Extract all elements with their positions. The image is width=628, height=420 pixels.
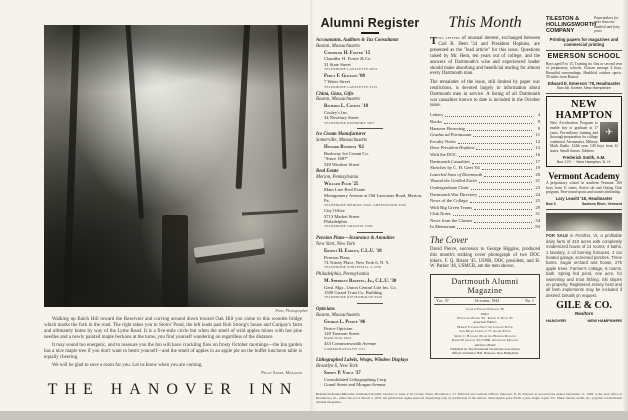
register-line: Chandler H. Foster & Co.: [324, 56, 372, 62]
toc-dot-leader: [474, 209, 532, 210]
register-line: M. Sheridan Baketel, Jr., C.L.U. '30: [324, 279, 397, 285]
for-sale-ad: [546, 210, 622, 325]
register-line: 433 Commonwealth Avenue: [324, 341, 377, 347]
toc-dot-leader: [445, 116, 532, 117]
toc-label: News from the Classes: [430, 217, 473, 223]
toc-label: News of the College: [430, 198, 468, 204]
register-location: Brooklyn 6, New York: [316, 364, 358, 370]
wooden-bridge: [194, 238, 265, 258]
alumni-register-column: [316, 16, 424, 388]
emerson-address: Box 88, Exeter, New Hampshire: [557, 86, 611, 91]
vermont-academy-title: Vermont Academy: [548, 171, 620, 182]
toc-label: With Big Green Teams: [430, 204, 473, 210]
toc-label: Dear President Hopkins: [430, 145, 475, 151]
toc-label: Dartmouth Casualties: [430, 158, 470, 164]
register-line: Peirce Optician: [324, 325, 353, 331]
register-line: TELEPHONE LAFAYETTE 0054: [324, 67, 378, 72]
register-entry: [324, 320, 424, 351]
toc-page-number: 19: [535, 165, 540, 171]
toc-label: Hanover Browsing: [430, 125, 465, 131]
register-location: Boston, Massachusetts: [316, 313, 360, 319]
photo-credit: Penn, Photographer: [275, 308, 308, 313]
register-line: Pension Plans: [324, 254, 350, 260]
masthead-line: John Moore Comstock '77, Alumni Editor: [459, 329, 511, 334]
toc-row: [430, 132, 540, 139]
register-line: TELEPHONE KENMORE 3827: [324, 120, 375, 125]
new-hampton-title: NEW HAMPTON: [555, 99, 613, 122]
tileston-name: TILESTON & HOLLINGSWORTH COMPANY: [546, 16, 597, 35]
masthead-line: Associate Editors: [473, 320, 497, 325]
toc-row: [430, 198, 540, 205]
register-line: Bushway Ice Cream Co.: [324, 150, 369, 156]
register-line: Chandler H. Foster '15: [324, 50, 371, 56]
toc-dot-leader: [459, 156, 532, 157]
register-line: Richard L. Cooley '18: [324, 104, 369, 110]
toc-page-number: 23: [535, 184, 540, 190]
register-line: Howard Bushway '02: [324, 145, 364, 151]
toc-page-number: 29: [535, 204, 540, 210]
register-location: New York, New York: [316, 242, 356, 248]
scan-edge: [622, 0, 628, 420]
register-divider: [357, 354, 383, 355]
gile-state: NEW HAMPSHIRE: [587, 317, 622, 323]
woodland-photograph: [44, 25, 308, 307]
toc-page-number: 20: [535, 171, 540, 177]
cover-heading: The Cover: [430, 235, 468, 246]
register-category: Pension Plans—Insurance & Annuities: [316, 236, 395, 242]
this-month-intro: [430, 36, 540, 77]
register-entry: [324, 74, 424, 90]
register-line: TELEPHONE RITTENHOUSE 8540: [324, 295, 383, 300]
toc-label: Undergraduate Chair: [430, 184, 469, 190]
toc-dot-leader: [457, 228, 532, 229]
toc-dot-leader: [476, 149, 532, 150]
register-line: 7 Water Street: [324, 79, 351, 85]
toc-page-number: 9: [537, 118, 540, 124]
emerson-school-ad: [546, 51, 622, 94]
tileston-subline: Printing papers for magazines and commercial printing: [549, 37, 619, 48]
register-line: Genl. Mgr., Union Central Life Ins. Co.: [324, 284, 397, 290]
toc-label: 'Round the Girdled Earth: [430, 178, 477, 184]
hanover-inn-copy: [44, 317, 302, 370]
register-location: Boston, Massachusetts: [316, 43, 360, 49]
toc-label: With the DOC: [430, 151, 457, 157]
inn-paragraph: Walking up Balch Hill toward the Reservoir and curving around down toward Oak Hill you come to this wooden bridge which marks the fork in the road. The right takes you to Storrs' Pond, the left leads past Bob Strong's house and Garipay's farm and ultimately home by way of the Lyme Road. It is a five-mile circle but when the smell of wild apples mixes with hot pine needles and a newly painted maple beckons at the turns, you find yourself wandering on regardless of the distance.: [44, 317, 302, 341]
register-divider: [357, 232, 383, 233]
new-hampton-text: New Acceleration Program to enable boy to graduate at 17 years. Pre-military training and thorough preparation for college combined. Aeronautics, Military Math, Radio. 124th year, 140 boys from 12 states. Small classes. Address:: [550, 121, 618, 154]
masthead-line: Charles Edward Widmayer '30: [466, 307, 504, 312]
toc-page-number: 4: [537, 112, 540, 118]
emerson-title: EMERSON SCHOOL: [547, 53, 621, 61]
register-category: Accountants, Auditors & Tax Consultants: [316, 38, 399, 43]
farm-photo: [546, 213, 622, 231]
airplane-icon: ✈: [600, 122, 618, 142]
register-line: 74 Trinity Place, New York 6, N. Y.: [324, 259, 390, 265]
register-entry: [324, 104, 424, 125]
toc-dot-leader: [484, 176, 532, 177]
toc-page-number: 13: [535, 145, 540, 151]
tileston-header: [546, 16, 622, 35]
vermont-academy-headmaster: Lary Leavitt '18, Headmaster: [555, 196, 613, 202]
toc-dot-leader: [470, 202, 532, 203]
toc-dot-leader: [482, 169, 532, 170]
for-sale-text: [546, 233, 622, 298]
for-sale-lead: FOR SALE: [546, 233, 569, 239]
register-line: [324, 388, 424, 389]
register-line: Percy F. Gleason '08: [324, 73, 365, 79]
toc-dot-leader: [467, 130, 532, 131]
register-entry: [324, 145, 424, 167]
register-line: Grand Street and Morgan Avenue: [324, 382, 386, 388]
masthead-volume-row: [434, 297, 536, 305]
toc-row: [430, 119, 540, 126]
register-divider: [357, 128, 383, 129]
tileston-tagline: Papermakers for more than one hundred and forty years: [594, 16, 620, 34]
volume-number: Vol. 37: [436, 299, 449, 304]
toc-label: Sketches by C. H. Geer '04: [430, 165, 480, 171]
gile-address-row: [546, 318, 622, 323]
new-hampton-ad: [546, 96, 622, 167]
for-sale-rest: in Pomfret, Vt, a profitable dairy farm of 410 acres with completely modernized house of 14 rooms, 4 baths, 1 lavatory, 2 oil burning furnaces, 2 car heated garage, screened porches. Three barns. Sugar orchard and house, 275 apple trees. Farmer's cottage, 6 rooms, bath. Spring fed pond, one acre, for swimming and trout fishing. Ski slopes on property. Registered Jersey herd and all farm implements may be included if desired. Details on request.: [546, 233, 622, 298]
toc-row: [430, 205, 540, 212]
masthead-line: Herbert Faulkner West '22, Literary Editor: [457, 324, 513, 329]
register-entry: [324, 279, 424, 300]
register-line: George L. Peirce '06: [324, 320, 366, 326]
register-line: William Pugh '25: [324, 181, 359, 187]
masthead-line: Editor: [480, 311, 490, 316]
toc-dot-leader: [453, 215, 532, 216]
register-entry: [324, 182, 424, 229]
register-line: 549 Windsor Street: [324, 161, 360, 167]
this-month-intro: The remainder of the issue, still limited by paper war restrictions, is devoted largely to information about Dartmouth men in service. A listing of all Dartmouth war casualties known to date is included in the October issue.: [430, 79, 540, 109]
toc-row: [430, 172, 540, 179]
tileston-hollingsworth-ad: [546, 14, 622, 51]
register-category: Opticians: [316, 307, 335, 313]
register-line: 1500 Girard Trust Co. Building: [324, 290, 382, 296]
register-line: 3713 Market Street: [324, 213, 360, 219]
register-entry: [324, 51, 424, 72]
advertising-column: [546, 14, 622, 390]
issue-date: October, 1944: [474, 299, 500, 304]
register-line: Sidney P. Voice '27: [324, 371, 361, 377]
toc-row: [430, 139, 540, 146]
masthead-box: [430, 274, 540, 358]
toc-label: Laureled Sons of Dartmouth: [430, 171, 483, 177]
toc-page-number: 24: [535, 191, 540, 197]
toc-row: [430, 192, 540, 199]
new-hampton-headmaster: Frederick Smith, A.M.: [562, 155, 606, 161]
toc-dot-leader: [479, 196, 532, 197]
register-line: HANCOCK 6654: [324, 336, 352, 341]
publication-fine-print: [316, 392, 622, 405]
toc-row: [430, 126, 540, 133]
masthead-line: Published by The Dartmouth Secretaries Association: [450, 346, 520, 351]
register-divider: [357, 303, 383, 304]
register-category: China, Glass, Gifts: [316, 91, 354, 97]
toc-page-number: 25: [535, 198, 540, 204]
toc-dot-leader: [473, 136, 532, 137]
toc-page-number: 16: [535, 151, 540, 157]
fine-print-lead: Dartmouth Alumni Magazine.: [316, 392, 356, 396]
toc-label: Letters: [430, 112, 443, 118]
toc-page-number: 17: [535, 158, 540, 164]
register-line: Cooley's Inc.: [324, 109, 349, 115]
register-line: Consolidated Lithographing Corp.: [324, 376, 388, 382]
fine-print-text: Published monthly October to June at 10 Crosby Street, Brattleboro, Vt. Editorial and General Offices, Hanover, N. H. Entered as second-class matter December 11, 1928, at the post office at Brattleboro, Vt., under the act of March 3, 1879. All publication rights reserved. Reprinting only by permission of the editors. Subscription price $3.00 a year, single copies 35c. Make checks, drafts, etc., payable to Dartmouth Alumni Magazine.: [316, 392, 622, 405]
toc-page-number: 34: [535, 217, 540, 223]
masthead-lines: [434, 307, 536, 355]
new-hampton-address: Box 170 · · New Hampton, N. H.: [556, 160, 612, 165]
toc-page-number: 12: [535, 138, 540, 144]
gile-title: GILE & CO.: [556, 300, 612, 312]
toc-page-number: 31: [535, 211, 540, 217]
toc-dot-leader: [471, 189, 532, 190]
register-sections: [316, 38, 424, 388]
register-line: Ernest H. Earley, C.L.U. '18: [324, 249, 382, 255]
fence: [242, 210, 298, 216]
toc-page-number: 21: [535, 178, 540, 184]
page-gutter: [310, 0, 315, 420]
toc-page-number: 9: [537, 125, 540, 131]
vermont-academy-address: [546, 202, 622, 206]
masthead-line: Sidney C. Hayward '26, Acting Business Manager: [454, 333, 516, 338]
register-category: Lithographed Labels, Wraps, Window Displays: [316, 358, 409, 364]
register-location: Merion, Pennsylvania: [316, 174, 359, 180]
gile-subtitle: Realtors: [574, 311, 594, 317]
register-location: Somerville, Massachusetts: [316, 138, 367, 144]
this-month-title: This Month: [448, 14, 522, 31]
scan-edge: [0, 411, 628, 420]
register-location: Boston, Massachusetts: [316, 97, 360, 103]
register-line: 34 Newbury Street: [324, 115, 359, 121]
register-line: TELEPHONE WHITEHALL 4-3700: [324, 265, 382, 270]
register-line: "Since 1887": [324, 156, 349, 162]
gile-town: HANOVER: [546, 317, 567, 323]
toc-row: [430, 211, 540, 218]
register-line: Montgomery Avenue at Old Lancaster Road, Merion, Pa.: [324, 192, 423, 204]
toc-dot-leader: [444, 123, 532, 124]
register-line: 31 State Street: [324, 61, 351, 67]
toc-dot-leader: [458, 143, 532, 144]
toc-row: [430, 165, 540, 172]
cover-text: David Pierce, successor to George Higgins, produced this month's striking cover photograph of two DOC hikers. F. Q. Briant '45, USNR, DOC president, and H. W. Parker '46, USMCR, are the men shown.: [430, 247, 540, 270]
toc-list: [430, 112, 540, 231]
hanover-inn-title: THE HANOVER INN: [47, 381, 299, 398]
register-line: TELEPHONE LAFAYETTE 0135: [324, 84, 378, 89]
intro-text: of unusual interest, exchanged between Carl B. Hem '34 and President Hopkins, are presented as the "lead article" for this issue. Questions raised by Mr. Hem, ten years out of college, and the answers of Dartmouth's wise and experienced leader should make absorbing and beneficial reading for almost every Dartmouth man.: [430, 36, 540, 77]
register-entry: [324, 249, 424, 270]
register-line: TELEPHONE GRANITE 3300: [324, 224, 373, 229]
issue-number: No. 1: [525, 299, 534, 304]
toc-label: Gradus ad Parnassum: [430, 132, 472, 138]
po-box: Box 6: [546, 202, 556, 207]
toc-row: [430, 159, 540, 166]
toc-label: In Memoriam: [430, 224, 456, 230]
toc-row: [430, 112, 540, 119]
emerson-headmaster: Edward E. Emerson '78, Headmaster: [547, 81, 621, 87]
register-line: COMMONWEALTH 1371: [324, 346, 366, 351]
toc-row: [430, 145, 540, 152]
new-hampton-body: [550, 121, 618, 153]
register-line: 120 Tremont Street: [324, 330, 360, 336]
vermont-academy-ad: [546, 169, 622, 210]
register-category: Real Estate: [316, 168, 339, 174]
toc-label: Dartmouth War Directory: [430, 191, 478, 197]
small-caps-lead: wo letters: [438, 36, 461, 41]
masthead-line: Robert B. Graham '43, USNR, Advertising Manager: [451, 338, 519, 343]
drop-cap: T: [430, 35, 438, 47]
toc-row: [430, 178, 540, 185]
town: Saxtons River, Vermont: [581, 202, 622, 207]
toc-row: [430, 152, 540, 159]
register-line: TELEPHONE MERION 3500, GREENWOOD 3500: [324, 203, 407, 208]
tree-canopy: [44, 25, 308, 105]
toc-row: [430, 185, 540, 192]
toc-dot-leader: [472, 163, 532, 164]
vermont-academy-body: A preparatory school in southern Vermont. 160 boys from 11 states. Active ski and Outing Club program. Year-round sports and sound scholarship.: [546, 181, 622, 195]
masthead-line: Offices: Parkhurst Hall, Hanover, New Hampshire: [451, 351, 519, 356]
toc-row: [430, 218, 540, 225]
this-month-column: [430, 14, 540, 388]
title-rule: [361, 32, 379, 34]
toc-page-number: 83: [535, 224, 540, 230]
register-line: City Office: [324, 208, 345, 214]
toc-dot-leader: [474, 222, 532, 223]
register-category: Ice Cream Manufacturer: [316, 132, 366, 138]
inn-paragraph: It may sound too energetic, and to reassure you the Inn will have crackling fires on frosty October mornings—the Inn garden has a nice maple tree if you don't want to bestir yourself—and the smell of apples in an apple pie on the buffet luncheon table is equally cheering.: [44, 342, 302, 361]
toc-label: Faculty Notes: [430, 138, 456, 144]
inn-paragraph: We will be glad to save a room for you. Let us know when you are coming.: [52, 362, 203, 368]
register-location: Philadelphia, Pennsylvania: [316, 272, 370, 278]
alumni-register-title: Alumni Register: [320, 16, 420, 30]
toc-row: [430, 224, 540, 231]
masthead-title: Dartmouth Alumni Magazine: [451, 277, 519, 296]
toc-label: Club Notes: [430, 211, 451, 217]
masthead-line: Harold G. Barnes '26 · Robert S. Wood '45: [457, 316, 513, 321]
register-line: Main Line Real Estate: [324, 187, 366, 193]
toc-dot-leader: [479, 182, 532, 183]
register-line: Philadelphia: [324, 219, 347, 225]
register-entry: [324, 371, 424, 388]
toc-label: Books: [430, 118, 442, 124]
toc-page-number: 11: [535, 132, 540, 138]
tree-stump: [162, 215, 188, 307]
masthead-line: Advisory Board: [474, 342, 496, 347]
inn-manager-signature: Peggy Sayre, Manager: [261, 370, 302, 375]
emerson-body: Boys aged 9 to 15. Training for first or second year of preparatory schools. Classes average 4 boys. Beautiful surroundings. Healthful outdoor sports. 50 miles from Boston.: [546, 61, 622, 80]
